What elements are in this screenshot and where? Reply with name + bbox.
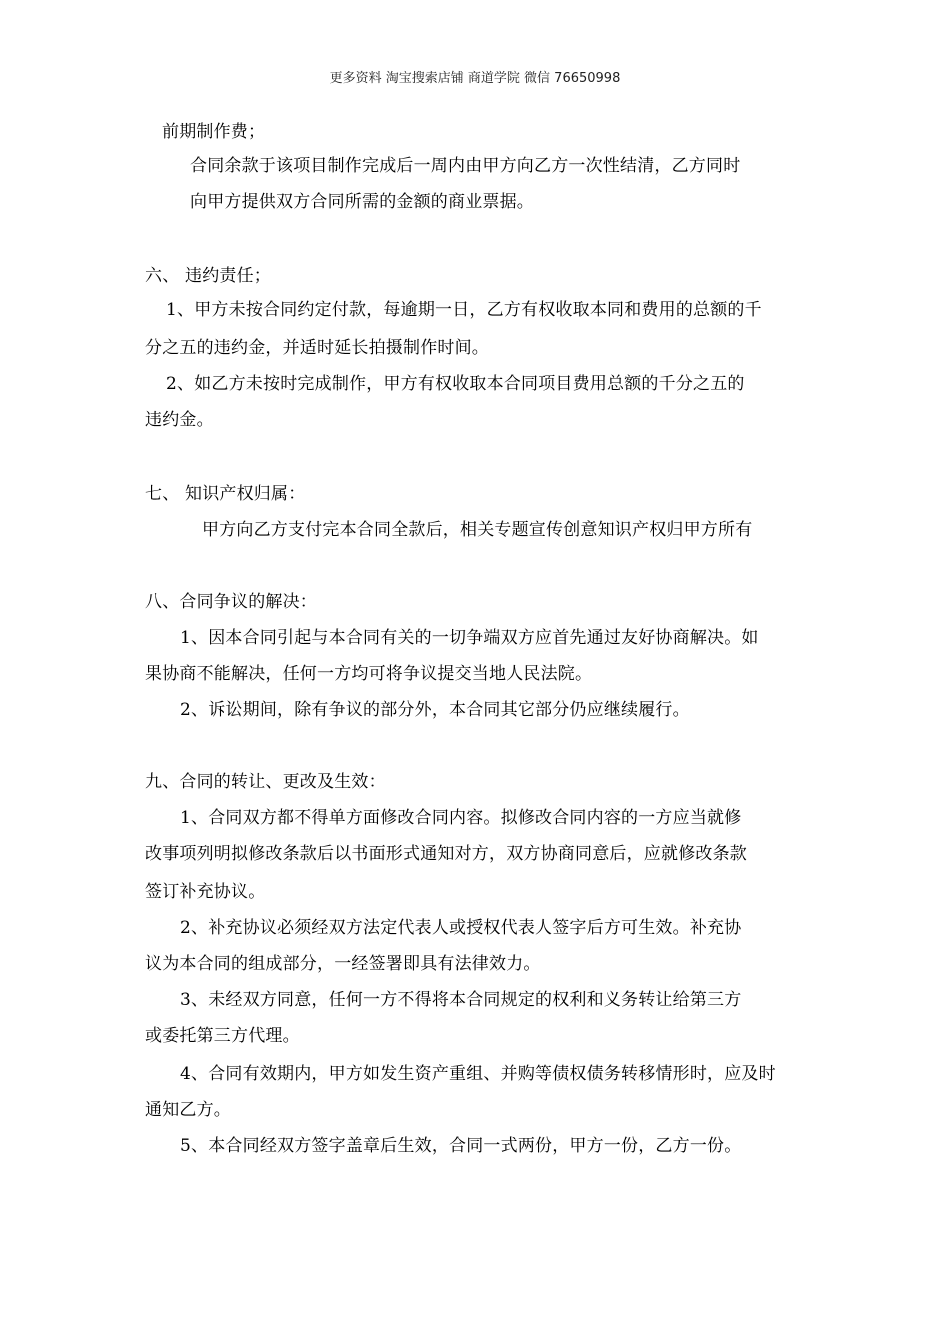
section9-item5: 5、本合同经双方签字盖章后生效，合同一式两份，甲方一份，乙方一份。 [180, 1136, 742, 1156]
page-header: 更多资料 淘宝搜索店铺 商道学院 微信 76650998 [329, 71, 621, 86]
section9-item4-line1: 4、合同有效期内，甲方如发生资产重组、并购等债权债务转移情形时，应及时 [180, 1064, 776, 1084]
section9-item4-line2: 通知乙方。 [145, 1100, 231, 1120]
section9-item2-line1: 2、补充协议必须经双方法定代表人或授权代表人签字后方可生效。补充协 [180, 918, 742, 938]
section6-item1-line2: 分之五的违约金，并适时延长拍摄制作时间。 [145, 338, 489, 358]
section8-title: 八、合同争议的解决： [145, 592, 317, 612]
section6-title: 六、 违约责任； [145, 266, 272, 286]
section9-item3-line1: 3、未经双方同意，任何一方不得将本合同规定的权利和义务转让给第三方 [180, 990, 742, 1010]
section6-item2-line2: 违约金。 [145, 410, 214, 430]
section9-item1-line1: 1、合同双方都不得单方面修改合同内容。拟修改合同内容的一方应当就修 [180, 808, 742, 828]
section9-item2-line2: 议为本合同的组成部分，一经签署即具有法律效力。 [145, 954, 541, 974]
section5-line1: 前期制作费； [162, 122, 266, 142]
section8-item2: 2、诉讼期间，除有争议的部分外，本合同其它部分仍应继续履行。 [180, 700, 690, 720]
section6-item1-line1: 1、甲方未按合同约定付款，每逾期一日，乙方有权收取本同和费用的总额的千 [166, 300, 762, 320]
section7-paragraph: 甲方向乙方支付完本合同全款后，相关专题宣传创意知识产权归甲方所有 [202, 520, 753, 540]
section9-item1-line2: 改事项列明拟修改条款后以书面形式通知对方，双方协商同意后，应就修改条款 [145, 844, 747, 864]
section9-item3-line2: 或委托第三方代理。 [145, 1026, 300, 1046]
section8-item1-line2: 果协商不能解决，任何一方均可将争议提交当地人民法院。 [145, 664, 593, 684]
section7-title: 七、 知识产权归属： [145, 484, 306, 504]
section5-line2: 合同余款于该项目制作完成后一周内由甲方向乙方一次性结清，乙方同时 [190, 156, 741, 176]
section8-item1-line1: 1、因本合同引起与本合同有关的一切争端双方应首先通过友好协商解决。如 [180, 628, 759, 648]
section9-title: 九、合同的转让、更改及生效： [145, 772, 386, 792]
section9-item1-line3: 签订补充协议。 [145, 882, 266, 902]
section6-item2-line1: 2、如乙方未按时完成制作，甲方有权收取本合同项目费用总额的千分之五的 [166, 374, 745, 394]
section5-line3: 向甲方提供双方合同所需的金额的商业票据。 [190, 192, 534, 212]
